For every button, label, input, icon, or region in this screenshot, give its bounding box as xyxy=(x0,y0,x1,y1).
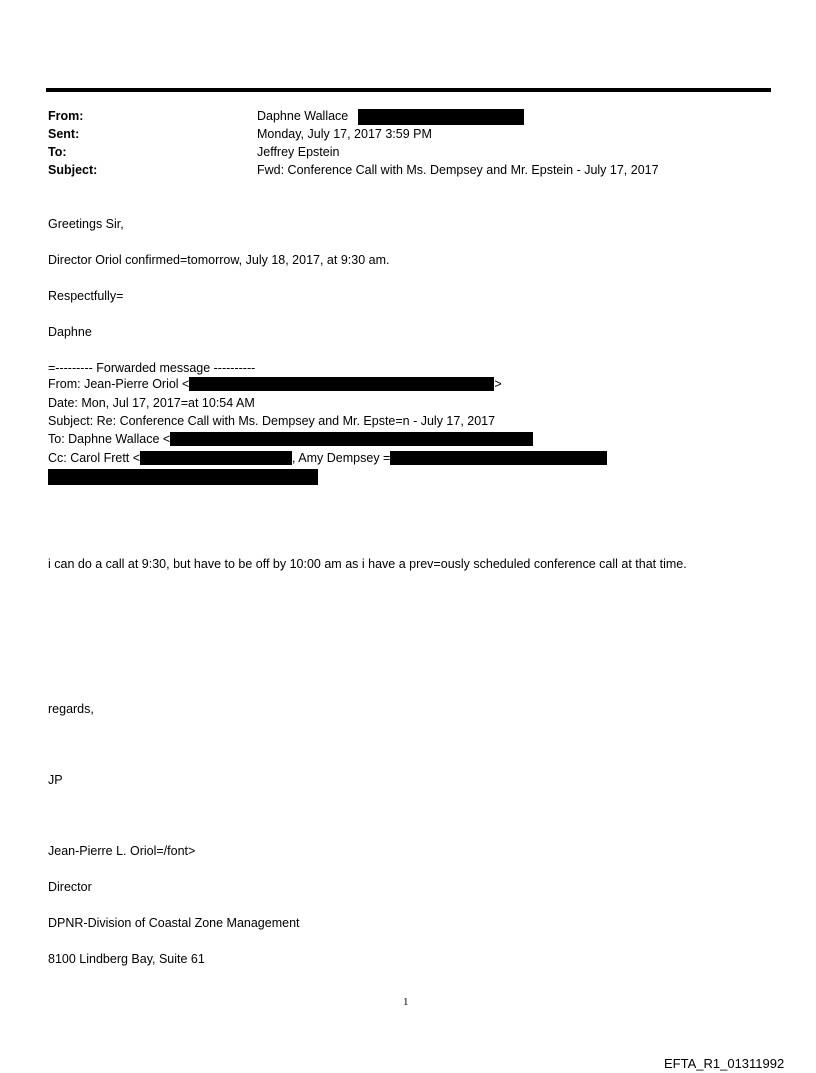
to-value: Jeffrey Epstein xyxy=(257,145,340,159)
redaction-box xyxy=(390,451,607,465)
header-divider xyxy=(46,88,771,92)
subject-label: Subject: xyxy=(48,163,98,177)
document-id: EFTA_R1_01311992 xyxy=(664,1056,785,1071)
forwarded-cc xyxy=(48,451,607,465)
redaction-box xyxy=(170,432,533,446)
body-line: Respectfully= xyxy=(48,289,124,303)
redaction-box xyxy=(358,109,524,125)
redaction-box xyxy=(48,469,318,485)
from-label: From: xyxy=(48,109,84,123)
forwarded-to xyxy=(48,432,533,446)
forwarded-from-prefix: From: Jean-Pierre Oriol < xyxy=(48,377,190,391)
redaction-box xyxy=(189,377,494,391)
sender-division: DPNR-Division of Coastal Zone Management xyxy=(48,916,300,930)
forwarded-cc-middle: , Amy Dempsey = xyxy=(292,451,391,465)
sender-title: Director xyxy=(48,880,92,894)
body-line: Director Oriol confirmed=tomorrow, July 18, 2017, at 9:30 am. xyxy=(48,253,390,267)
to-label: To: xyxy=(48,145,67,159)
forwarded-separator: =--------- Forwarded message ---------- xyxy=(48,361,256,375)
closing: regards, xyxy=(48,702,94,716)
sent-label: Sent: xyxy=(48,127,80,141)
forwarded-to-prefix: To: Daphne Wallace < xyxy=(48,432,171,446)
signature-name: Daphne xyxy=(48,325,92,339)
message-text: i can do a call at 9:30, but have to be off by 10:00 am as i have a prev=ously scheduled conference call at that time. xyxy=(48,557,687,571)
sender-name: Jean-Pierre L. Oriol=/font> xyxy=(48,844,196,858)
from-value: Daphne Wallace xyxy=(257,109,349,123)
forwarded-date: Date: Mon, Jul 17, 2017=at 10:54 AM xyxy=(48,396,255,410)
forwarded-from-suffix: > xyxy=(494,377,502,391)
greeting: Greetings Sir, xyxy=(48,217,124,231)
forwarded-subject: Subject: Re: Conference Call with Ms. Dempsey and Mr. Epste=n - July 17, 2017 xyxy=(48,414,496,428)
sender-address: 8100 Lindberg Bay, Suite 61 xyxy=(48,952,205,966)
forwarded-from xyxy=(48,377,502,391)
initials: JP xyxy=(48,773,63,787)
redaction-box xyxy=(140,451,292,465)
subject-value: Fwd: Conference Call with Ms. Dempsey and Mr. Epstein - July 17, 2017 xyxy=(257,163,659,177)
page-number: 1 xyxy=(403,996,409,1008)
forwarded-cc-prefix: Cc: Carol Frett < xyxy=(48,451,141,465)
sent-value: Monday, July 17, 2017 3:59 PM xyxy=(257,127,432,141)
